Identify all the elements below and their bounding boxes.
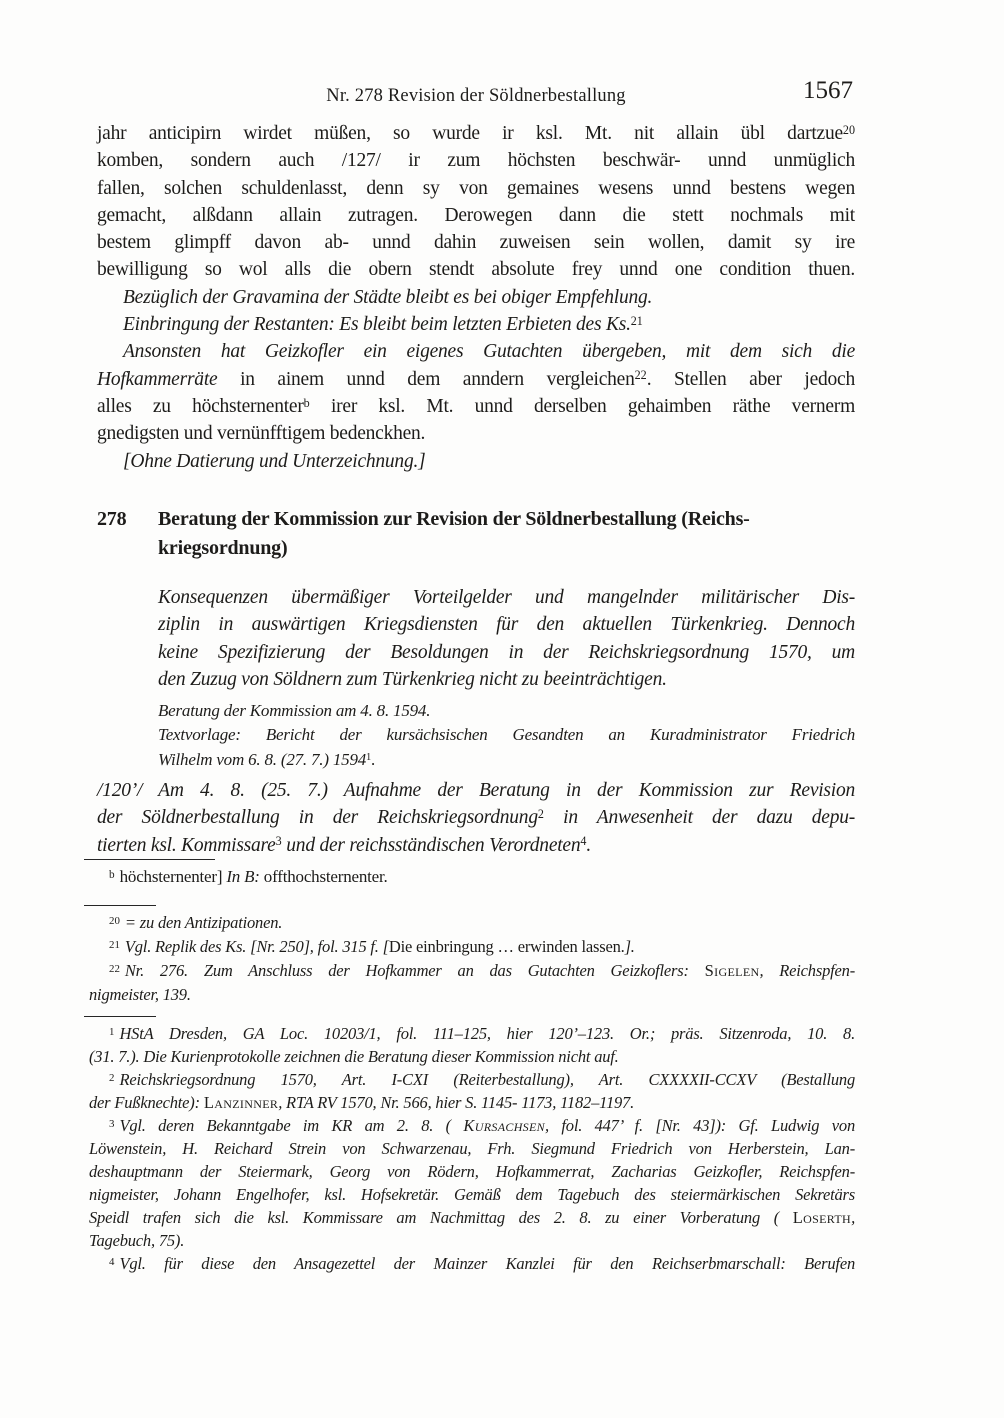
footnote-line: der Fußknechte): Lanzinner, RTA RV 1570, Nr. 566, hier S. 1145- 1173, 1182–1197. — [89, 1093, 635, 1112]
regest-summary — [158, 584, 855, 693]
footnote-marker: 3 — [275, 834, 282, 849]
body-text — [97, 120, 855, 475]
source-note — [158, 699, 855, 772]
footnote-line: $^3$ Vgl. deren Bekanntgabe im KR am 2. 8. ( Kursachsen, fol. 447’ f. [Nr. 43]): Gf. Ludwig von — [109, 1116, 855, 1135]
entry-opening-text — [97, 777, 855, 859]
footnote-marker: 22 — [634, 368, 647, 383]
footnote-line: deshauptmann der Steiermark, Georg von Rödern, Hofkammerrat, Zacharias Geizkofler, Reichspfen- — [89, 1162, 855, 1181]
footnote-marker: 20 — [842, 122, 855, 137]
text-line: bestem glimpff davon ab- unnd dahin zuweisen sein wollen, damit sy ire — [97, 232, 855, 254]
footnote-marker: 4 — [580, 834, 587, 849]
footnote-marker: 4 — [109, 1255, 115, 1268]
text-line: jahr anticipirn wirdet müßen, so wurde ir ksl. Mt. nit allain übl dartzue$^{20}$ — [97, 122, 855, 144]
text-line: komben, sondern auch /127/ ir zum höchsten beschwär- unnd unmüglich — [97, 150, 855, 172]
section-heading — [97, 505, 855, 563]
footnote-separator — [84, 859, 215, 860]
text-line: Konsequenzen übermäßiger Vorteilgelder und mangelnder militärischer Dis- — [158, 587, 855, 608]
footnote-marker: 21 — [630, 313, 643, 328]
footnote-marker: 3 — [109, 1117, 115, 1130]
text-line: [Ohne Datierung und Unterzeichnung.] — [123, 450, 426, 472]
page-number: 1567 — [803, 77, 853, 104]
footnote-line: $^1$ HStA Dresden, GA Loc. 10203/1, fol. 111–125, hier 120’–123. Or.; präs. Sitzenroda, 10. 8. — [109, 1024, 855, 1043]
footnote-marker: 2 — [537, 806, 544, 821]
text-line: Hofkammerräte in ainem unnd dem anndern vergleichen$^{22}$. Stellen aber jedoch — [97, 368, 855, 390]
text-line: bewilligung so wol alls die obern stendt absolute frey unnd one condition thuen. — [97, 259, 855, 281]
footnote-line: (31. 7.). Die Kurienprotokolle zeichnen die Beratung dieser Kommission nicht auf. — [89, 1047, 619, 1066]
section-number: 278 — [97, 508, 127, 530]
critical-note-b — [89, 864, 855, 890]
text-line: gemacht, alßdann allain zutragen. Derowegen dann die stett nochmals mit — [97, 204, 855, 226]
source-small-caps: Kursachsen — [463, 1116, 546, 1135]
footnotes-1-4 — [89, 1022, 855, 1275]
footnote-marker: 21 — [109, 938, 120, 951]
running-title: Nr. 278 Revision der Söldnerbestallung — [326, 86, 626, 106]
footnote-line: nigmeister, 139. — [89, 985, 191, 1004]
footnote-marker: b — [303, 395, 310, 410]
section-title: Beratung der Kommission zur Revision der Söldnerbestallung (Reichs- kriegsordnung) — [158, 508, 750, 559]
text-line: alles zu höchsternenter$^b$ irer ksl. Mt. unnd derselben gehaimben räthe vernerm — [97, 395, 856, 417]
footnote-line: $^2$ Reichskriegsordnung 1570, Art. I-CXI (Reiterbestallung), Art. CXXXXII-CCXV (Bestallung — [109, 1070, 855, 1089]
text-line: fallen, solchen schuldenlasst, denn sy von gemaines wesens unnd bestens wegen — [97, 177, 855, 199]
footnote-line: $^4$ Vgl. für diese den Ansagezettel der Mainzer Kanzlei für den Reichserbmarschall: Berufen — [109, 1254, 855, 1273]
footnotes-20-22 — [89, 911, 855, 1007]
footnote-separator — [84, 1016, 156, 1017]
text-line: der Söldnerbestallung in der Reichskriegsordnung$^2$ in Anwesenheit der dazu depu- — [97, 806, 855, 829]
text-line: Beratung der Kommission am 4. 8. 1594. — [158, 701, 431, 720]
footnote-line: $^b$ höchsternenter] In B: offthochsternenter. — [109, 867, 388, 886]
footnote-marker: 1 — [109, 1025, 115, 1038]
text-line: Einbringung der Restanten: Es bleibt beim letzten Erbieten des Ks.$^{21}$ — [123, 313, 643, 336]
text-line: Wilhelm vom 6. 8. (27. 7.) 1594$^1$. — [158, 749, 376, 769]
text-line: tierten ksl. Kommissare$^3$ und der reichsständischen Verordneten$^4$. — [97, 834, 592, 856]
text-line: den Zuzug von Söldnern zum Türkenkrieg nicht zu beeinträchtigen. — [158, 668, 667, 690]
footnote-marker: 20 — [109, 914, 120, 927]
footnote-separator — [84, 905, 156, 906]
footnote-line: $^{22}$ Nr. 276. Zum Anschluss der Hofkammer an das Gutachten Geizkoflers: Sigelen, Reichspfen- — [109, 961, 855, 980]
author-small-caps: Lanzinner — [203, 1093, 279, 1112]
author-small-caps: Loserth — [792, 1208, 852, 1227]
footnote-line: $^{20}$ = zu den Antizipationen. — [109, 913, 283, 932]
footnote-marker: 1 — [366, 751, 372, 763]
text-line: Ansonsten hat Geizkofler ein eigenes Gutachten übergeben, mit dem sich die — [123, 341, 855, 363]
footnote-marker: 2 — [109, 1071, 115, 1084]
author-small-caps: Sigelen — [704, 961, 760, 980]
footnote-marker: 22 — [109, 962, 120, 975]
footnote-line: Speidl trafen sich die ksl. Kommissare am Nachmittag des 2. 8. zu einer Vorberatung ( Loserth, — [89, 1208, 855, 1227]
text-line: /120’/ Am 4. 8. (25. 7.) Aufnahme der Beratung in der Kommission zur Revision — [97, 780, 855, 801]
footnote-line: Löwenstein, H. Reichard Strein von Schwarzenau, Frh. Siegmund Friedrich von Herberstein, Lan- — [89, 1139, 855, 1158]
footnote-line: nigmeister, Johann Engelhofer, ksl. Hofsekretär. Gemäß dem Tagebuch des steiermärkischen Sekretärs — [89, 1185, 855, 1204]
text-line: gnedigsten und vernünfftigem bedenckhen. — [97, 423, 426, 445]
footnote-line: Tagebuch, 75). — [89, 1231, 185, 1250]
footnote-marker: b — [109, 868, 115, 881]
text-line: Textvorlage: Bericht der kursächsischen Gesandten an Kuradministrator Friedrich — [158, 725, 855, 745]
text-line: keine Spezifizierung der Besoldungen in der Reichskriegsordnung 1570, um — [158, 641, 855, 663]
text-line: Bezüglich der Gravamina der Städte bleibt es bei obiger Empfehlung. — [123, 286, 653, 308]
footnote-line: $^{21}$ Vgl. Replik des Ks. [Nr. 250], fol. 315 f. [Die einbringung … erwinden lassen.]. — [109, 937, 635, 956]
running-head — [97, 77, 855, 114]
text-line: ziplin in auswärtigen Kriegsdiensten für den aktuellen Türkenkrieg. Dennoch — [158, 614, 855, 636]
